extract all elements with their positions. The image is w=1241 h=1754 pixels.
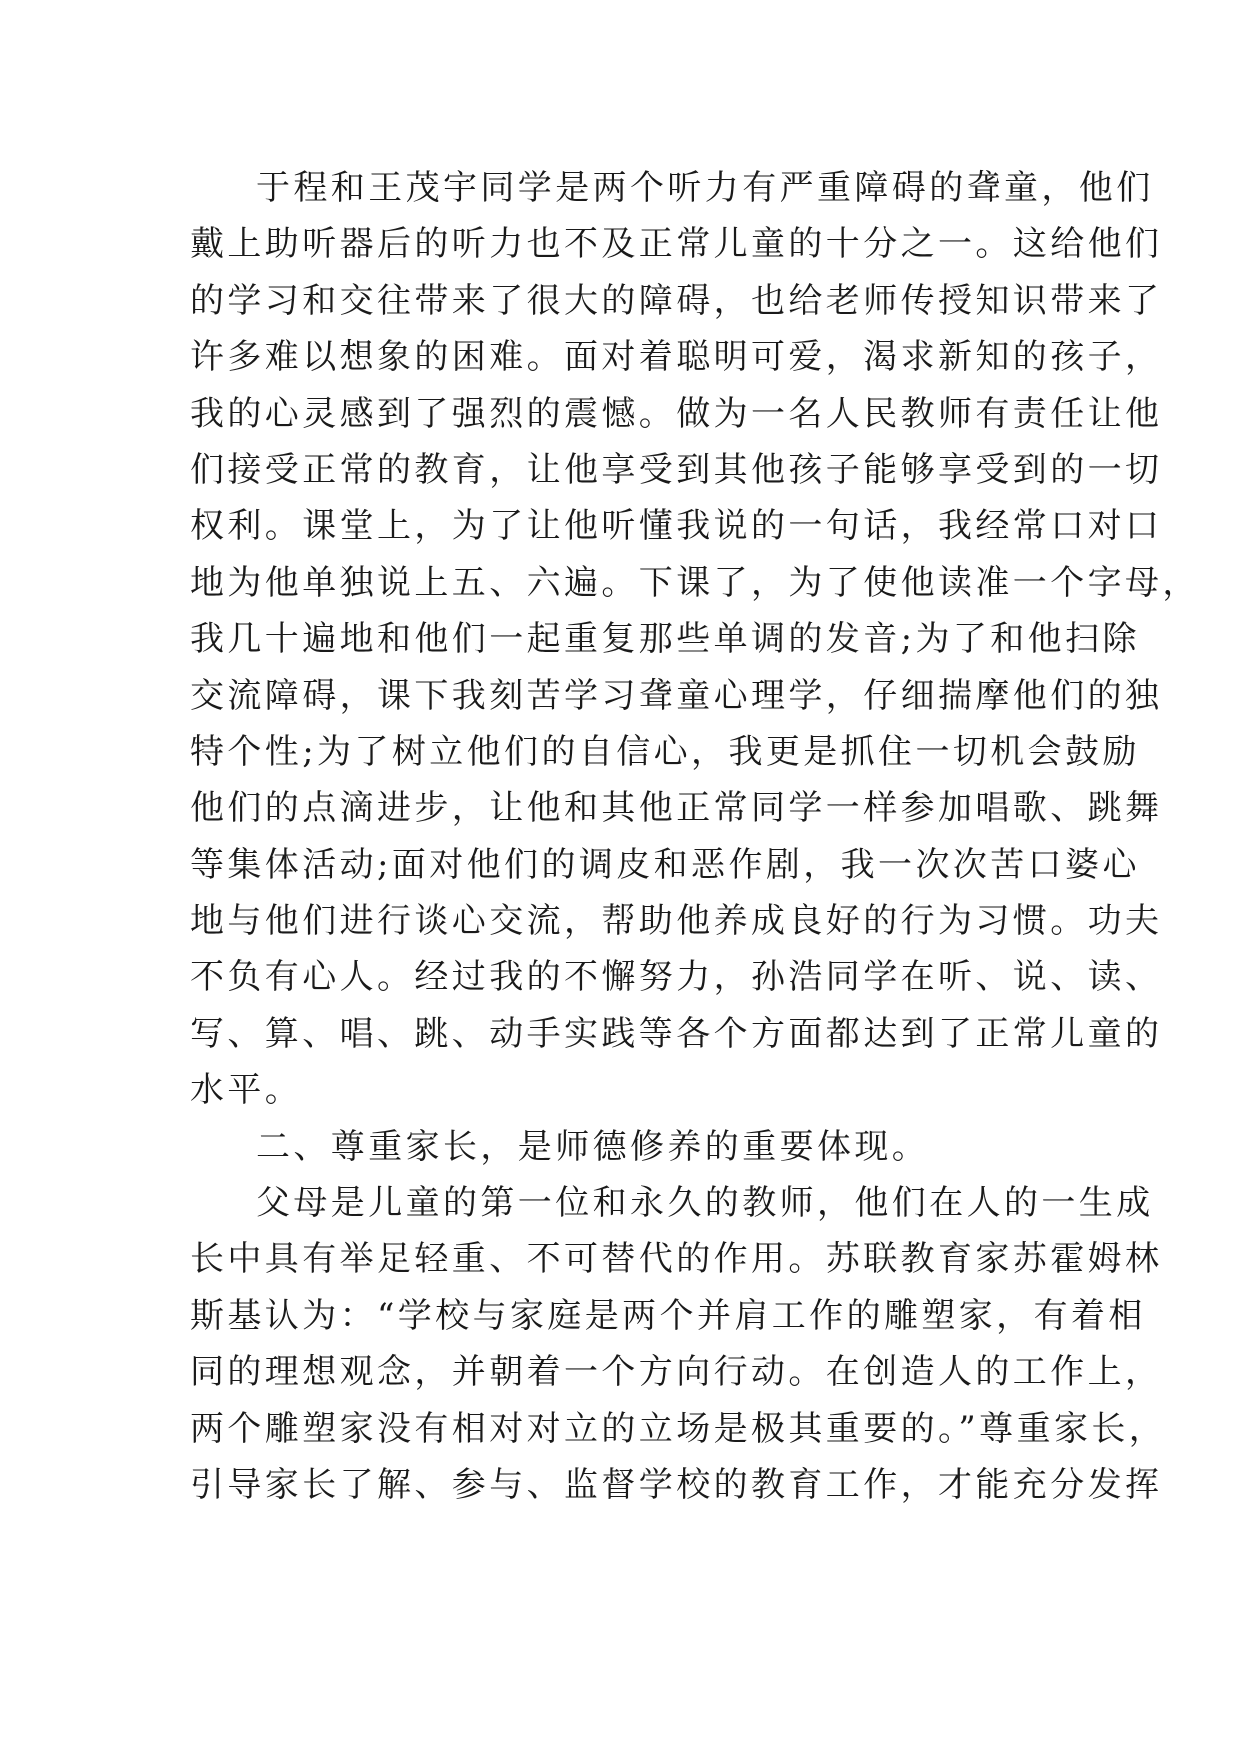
text-line: 引导家长了解、参与、监督学校的教育工作，才能充分发挥 [190,1464,1163,1505]
text-line: 我的心灵感到了强烈的震憾。做为一名人民教师有责任让他 [190,393,1163,434]
text-line: 同的理想观念，并朝着一个方向行动。在创造人的工作上， [190,1352,1163,1393]
text-line: 戴上助听器后的听力也不及正常儿童的十分之一。这给他们 [190,224,1163,265]
section-heading: 二、尊重家长，是师德修养的重要体现。 [256,1126,930,1167]
text-line: 们接受正常的教育，让他享受到其他孩子能够享受到的一切 [190,449,1163,490]
text-line: 权利。课堂上，为了让他听懂我说的一句话，我经常口对口 [190,506,1163,547]
text-line: 等集体活动;面对他们的调皮和恶作剧，我一次次苦口婆心 [190,844,1140,885]
text-line: 两个雕塑家没有相对对立的立场是极其重要的。”尊重家长， [190,1408,1167,1449]
text-line: 父母是儿童的第一位和永久的教师，他们在人的一生成 [256,1183,1154,1224]
text-line: 写、算、唱、跳、动手实践等各个方面都达到了正常儿童的 [190,1013,1163,1054]
text-line: 许多难以想象的困难。面对着聪明可爱，渴求新知的孩子， [190,337,1163,378]
text-line: 长中具有举足轻重、不可替代的作用。苏联教育家苏霍姆林 [190,1239,1163,1280]
document-body [190,160,1200,1513]
text-line: 地为他单独说上五、六遍。下课了，为了使他读准一个字母， [190,562,1200,603]
text-line: 地与他们进行谈心交流，帮助他养成良好的行为习惯。功夫 [190,901,1163,942]
text-line: 他们的点滴进步，让他和其他正常同学一样参加唱歌、跳舞 [190,788,1163,829]
text-line: 我几十遍地和他们一起重复那些单调的发音;为了和他扫除 [190,619,1140,660]
text-line: 交流障碍，课下我刻苦学习聋童心理学，仔细揣摩他们的独 [190,675,1163,716]
text-line: 的学习和交往带来了很大的障碍，也给老师传授知识带来了 [190,280,1163,321]
text-line: 于程和王茂宇同学是两个听力有严重障碍的聋童，他们 [256,168,1154,208]
text-line: 不负有心人。经过我的不懈努力，孙浩同学在听、说、读、 [190,957,1163,998]
text-line: 斯基认为：“学校与家庭是两个并肩工作的雕塑家，有着相 [190,1295,1146,1336]
text-line: 特个性;为了树立他们的自信心，我更是抓住一切机会鼓励 [190,731,1140,772]
text-line: 水平。 [190,1070,303,1111]
